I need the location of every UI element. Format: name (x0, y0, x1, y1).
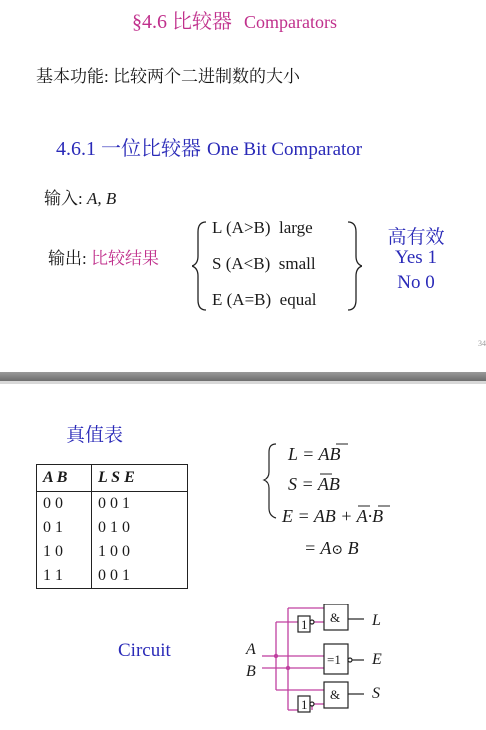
active-high-label: 高有效 (387, 227, 445, 248)
header-outputs: L S E (92, 465, 188, 492)
header-inputs: A B (37, 465, 92, 492)
title-english: Comparators (244, 12, 337, 32)
xnor-label: =1 (327, 652, 341, 667)
output-e-label: E (372, 651, 382, 668)
output-l-label: L (372, 612, 381, 629)
basic-function-text: 基本功能: 比较两个二进制数的大小 (36, 67, 300, 86)
output-item-large (212, 218, 313, 238)
output-symbol-s: S (A<B) (212, 254, 271, 273)
row-outputs: 0 1 0 (98, 519, 130, 536)
input-vars: A, B (86, 189, 117, 208)
input-label: 输入: (44, 189, 83, 208)
title-chinese: §4.6 比较器 (132, 11, 232, 33)
output-line (48, 244, 159, 269)
output-item-equal (212, 290, 317, 310)
output-label: 输出: (48, 249, 87, 268)
row-outputs: 0 0 1 (98, 567, 130, 584)
truth-table-header (37, 465, 188, 492)
truth-table-title: 真值表 (66, 425, 124, 446)
table-row (37, 492, 188, 517)
yes-label: Yes 1 (395, 247, 437, 268)
equation-e: E = AB + A·B (282, 506, 384, 526)
section-chinese: 4.6.1 一位比较器 (56, 138, 201, 160)
output-symbol-l: L (A>B) (212, 218, 271, 237)
section-english: One Bit Comparator (207, 139, 363, 160)
row-outputs: 0 0 1 (98, 495, 130, 512)
output-desc: 比较结果 (90, 249, 159, 268)
equation-s: S = AB (288, 474, 340, 494)
and-label-top: & (330, 610, 341, 625)
circuit-label: Circuit (118, 640, 171, 661)
boolean-equations (262, 438, 402, 568)
equation-e-xnor: = A⊙ B (304, 538, 359, 558)
table-row (37, 564, 188, 589)
row-inputs: 1 1 (37, 564, 92, 589)
row-inputs: 0 1 (37, 516, 92, 540)
input-line (44, 184, 116, 209)
output-word-small: small (278, 254, 316, 273)
section-heading (56, 132, 362, 161)
output-word-large: large (279, 218, 313, 237)
table-row (37, 516, 188, 540)
output-item-small (212, 254, 316, 274)
and-label-bottom: & (330, 687, 341, 702)
table-row (37, 540, 188, 564)
slide-separator-shadow (0, 381, 486, 384)
page-number: 34 (478, 339, 486, 348)
slide-separator (0, 372, 486, 381)
input-b-label: B (246, 663, 256, 680)
row-inputs: 0 0 (37, 492, 92, 517)
row-outputs: 1 0 0 (98, 543, 130, 560)
truth-table (36, 464, 188, 589)
input-a-label: A (246, 641, 256, 658)
row-inputs: 1 0 (37, 540, 92, 564)
equation-l: L = AB (288, 444, 341, 464)
not-label-bottom: 1 (301, 697, 308, 712)
output-s-label: S (372, 685, 380, 702)
output-symbol-e: E (A=B) (212, 290, 272, 309)
not-label-top: 1 (301, 617, 308, 632)
output-word-equal: equal (279, 290, 317, 309)
slide-title (132, 5, 337, 34)
comparator-circuit (240, 604, 400, 714)
no-label: No 0 (397, 272, 435, 293)
